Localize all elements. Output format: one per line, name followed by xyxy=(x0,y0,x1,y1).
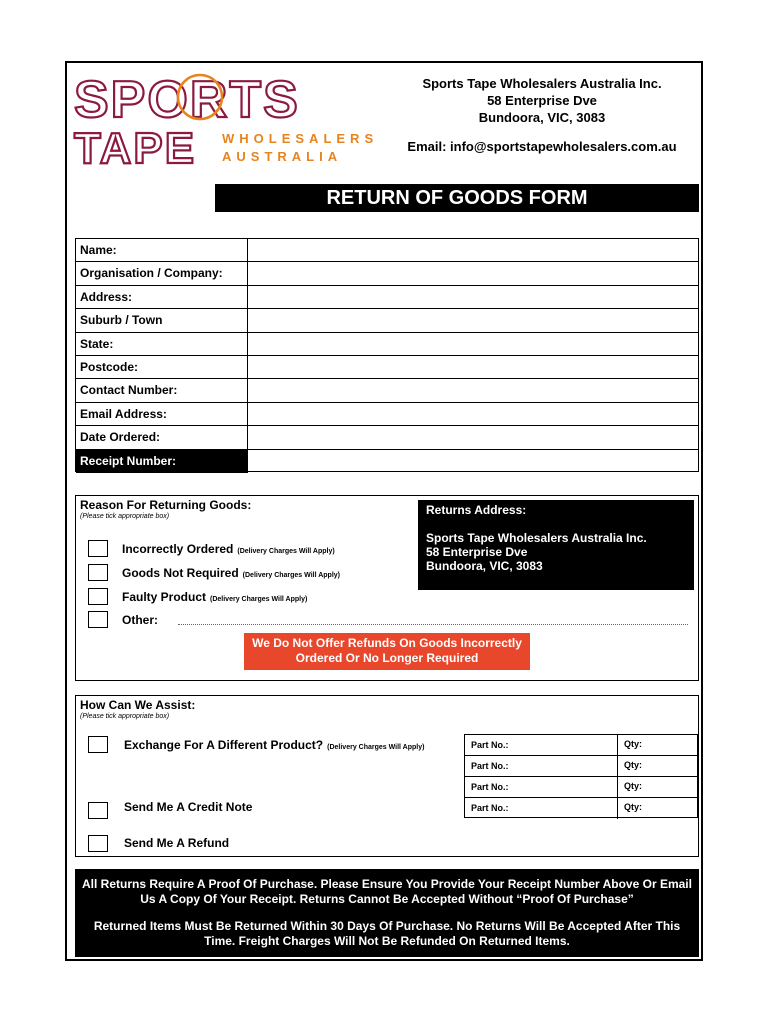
terms-proof-of-purchase: All Returns Require A Proof Of Purchase. Please Ensure You Provide Your Receipt Number Above Or Email Us A Copy Of Your Receipt. Returns Cannot Be Accepted Without “Proof Of Purchase” xyxy=(82,877,692,906)
details-row-receipt xyxy=(76,450,698,473)
assist-section xyxy=(75,695,699,857)
goods-not-required-checkbox[interactable] xyxy=(88,564,108,581)
reason-section xyxy=(75,495,699,681)
parts-row xyxy=(465,777,697,798)
terms-footer xyxy=(75,869,699,957)
details-label: Date Ordered: xyxy=(76,426,248,448)
refund-checkbox[interactable] xyxy=(88,835,108,852)
receipt-number-field[interactable] xyxy=(248,450,698,473)
faulty-product-checkbox[interactable] xyxy=(88,588,108,605)
qty-label[interactable]: Qty: xyxy=(617,777,642,797)
option-label: Other: xyxy=(122,613,158,627)
company-info xyxy=(387,75,697,155)
details-row-name xyxy=(76,239,698,262)
return-form-page xyxy=(65,61,703,961)
details-row-email xyxy=(76,403,698,426)
postcode-field[interactable] xyxy=(248,356,698,378)
details-label: Email Address: xyxy=(76,403,248,425)
option-label: Send Me A Credit Note xyxy=(124,800,253,814)
option-note: (Delivery Charges Will Apply) xyxy=(327,744,425,751)
part-no-label[interactable]: Part No.: xyxy=(471,761,509,771)
company-street: 58 Enterprise Dve xyxy=(487,93,597,108)
assist-note: (Please tick appropriate box) xyxy=(80,713,170,720)
details-row-contact xyxy=(76,379,698,402)
option-label: Incorrectly Ordered xyxy=(122,542,234,556)
other-checkbox[interactable] xyxy=(88,611,108,628)
details-row-postcode xyxy=(76,356,698,379)
company-city: Bundoora, VIC, 3083 xyxy=(478,110,606,125)
option-note: (Delivery Charges Will Apply) xyxy=(242,572,340,579)
exchange-checkbox[interactable] xyxy=(88,736,108,753)
parts-table xyxy=(464,734,698,818)
details-label: Contact Number: xyxy=(76,379,248,401)
returns-address-street: 58 Enterprise Dve xyxy=(426,545,528,559)
returns-address-title: Returns Address: xyxy=(426,503,527,517)
qty-label[interactable]: Qty: xyxy=(617,735,642,755)
reason-title: Reason For Returning Goods: xyxy=(80,498,252,512)
details-row-address xyxy=(76,286,698,309)
qty-label[interactable]: Qty: xyxy=(617,798,642,819)
logo-text-sports: SPORTS xyxy=(74,71,300,129)
option-label: Send Me A Refund xyxy=(124,836,230,850)
details-row-organisation xyxy=(76,262,698,285)
part-no-label[interactable]: Part No.: xyxy=(471,782,509,792)
details-label: Suburb / Town xyxy=(76,309,248,331)
incorrectly-ordered-checkbox[interactable] xyxy=(88,540,108,557)
credit-note-checkbox[interactable] xyxy=(88,802,108,819)
details-label: Receipt Number: xyxy=(76,450,248,473)
terms-30-days: Returned Items Must Be Returned Within 30 Days Of Purchase. No Returns Will Be Accepted After This Time. Freight Charges Will Not Be Refunded On Returned Items. xyxy=(93,919,681,948)
customer-details-table xyxy=(75,238,699,472)
company-name: Sports Tape Wholesalers Australia Inc. xyxy=(422,76,662,91)
company-email: Email: info@sportstapewholesalers.com.au xyxy=(407,139,677,154)
name-field[interactable] xyxy=(248,239,698,261)
details-label: State: xyxy=(76,333,248,355)
reason-note: (Please tick appropriate box) xyxy=(80,513,170,520)
other-reason-line[interactable] xyxy=(178,624,688,625)
date-ordered-field[interactable] xyxy=(248,426,698,448)
address-field[interactable] xyxy=(248,286,698,308)
part-no-label[interactable]: Part No.: xyxy=(471,803,509,813)
option-label: Goods Not Required xyxy=(122,566,239,580)
option-other xyxy=(88,611,700,631)
email-field[interactable] xyxy=(248,403,698,425)
details-label: Address: xyxy=(76,286,248,308)
option-note: (Delivery Charges Will Apply) xyxy=(237,548,335,555)
logo-text-australia: AUSTRALIA xyxy=(222,149,343,164)
parts-row xyxy=(465,735,697,756)
option-note: (Delivery Charges Will Apply) xyxy=(210,596,308,603)
part-no-label[interactable]: Part No.: xyxy=(471,740,509,750)
sports-tape-logo xyxy=(72,71,379,173)
returns-address-name: Sports Tape Wholesalers Australia Inc. xyxy=(426,531,647,545)
state-field[interactable] xyxy=(248,333,698,355)
organisation-field[interactable] xyxy=(248,262,698,284)
option-label: Faulty Product xyxy=(122,590,207,604)
suburb-field[interactable] xyxy=(248,309,698,331)
details-label: Postcode: xyxy=(76,356,248,378)
logo-text-wholesalers: WHOLESALERS xyxy=(222,131,379,146)
returns-address-box xyxy=(418,500,694,590)
details-row-date xyxy=(76,426,698,449)
form-title: RETURN OF GOODS FORM xyxy=(215,184,699,212)
returns-address-city: Bundoora, VIC, 3083 xyxy=(426,559,543,573)
details-label: Organisation / Company: xyxy=(76,262,248,284)
option-label: Exchange For A Different Product? xyxy=(124,738,324,752)
no-refund-notice: We Do Not Offer Refunds On Goods Incorrectly Ordered Or No Longer Required xyxy=(244,633,530,670)
details-row-suburb xyxy=(76,309,698,332)
details-label: Name: xyxy=(76,239,248,261)
qty-label[interactable]: Qty: xyxy=(617,756,642,776)
parts-row xyxy=(465,798,697,819)
contact-number-field[interactable] xyxy=(248,379,698,401)
logo-text-tape: TAPE xyxy=(74,124,197,173)
parts-row xyxy=(465,756,697,777)
assist-title: How Can We Assist: xyxy=(80,698,196,712)
details-row-state xyxy=(76,333,698,356)
